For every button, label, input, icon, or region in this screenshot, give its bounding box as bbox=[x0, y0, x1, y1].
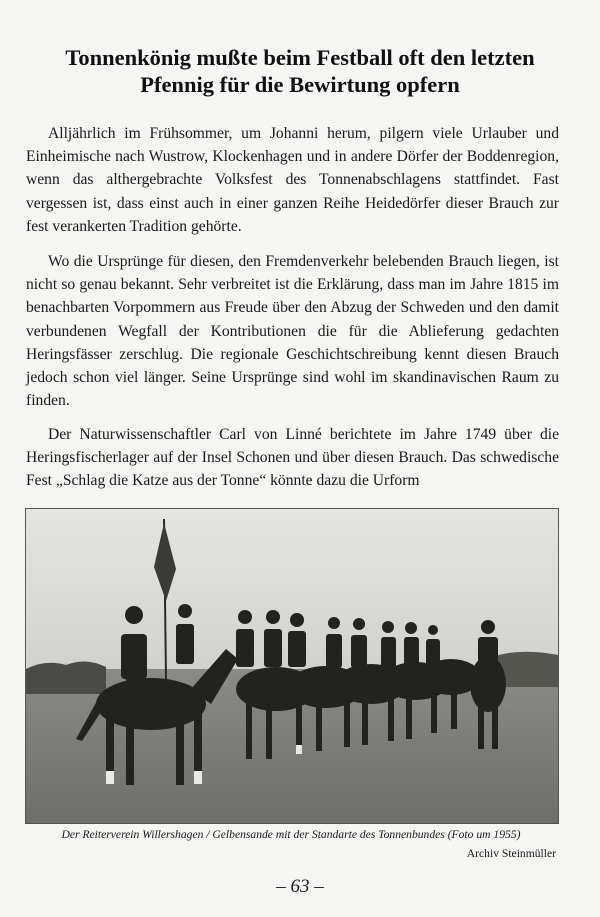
page-number: – 63 – bbox=[276, 876, 324, 897]
paragraph-3: Der Naturwissenschaftler Carl von Linné berichtete im Jahre 1749 über die Heringsfischerlager auf der Insel Schonen und über diesen Brauch. Das schwedische Fest „Schlag die Katze aus der Tonne“ könnte dazu die Urform bbox=[26, 426, 559, 490]
paragraph-2: Wo die Ursprünge für diesen, den Fremdenverkehr belebenden Brauch liegen, ist nicht so genau bekannt. Sehr verbreitet ist die Erklärung, dass man im Jahre 1815 im benachbarten Vorpommern aus Freude über den Abzug der Schweden und den damit verbundenen Wegfall der Kontributionen die für die Ablieferung gedachten Heringsfässer zerschlug. Die regionale Geschichtschreibung kennt diesen Brauch jedoch schon viel länger. Seine Ursprünge sind wohl im skandinavischen Raum zu finden. bbox=[26, 253, 559, 410]
article-title bbox=[28, 44, 572, 98]
photo-caption: Der Reiterverein Willershagen / Gelbensande mit der Standarte des Tonnenbundes (Foto um 1955) bbox=[61, 828, 521, 841]
title-line-2: Pfennig für die Bewirtung opfern bbox=[140, 72, 460, 97]
horse-riders-photo bbox=[25, 508, 559, 824]
paragraph-1: Alljährlich im Frühsommer, um Johanni herum, pilgern viele Urlauber und Einheimische nach Wustrow, Klockenhagen und in andere Dörfer der Boddenregion, wenn das althergebrachte Volksfest des Tonnenabschlagens stattfindet. Fast vergessen ist, dass einst auch in einer ganzen Reihe Heidedörfer dieser Brauch zur fest verankerten Tradition gehörte. bbox=[26, 125, 559, 235]
photo-credit: Archiv Steinmüller bbox=[466, 847, 556, 860]
photo-illustration bbox=[26, 509, 558, 823]
title-line-1: Tonnenkönig mußte beim Festball oft den letzten bbox=[65, 45, 535, 70]
